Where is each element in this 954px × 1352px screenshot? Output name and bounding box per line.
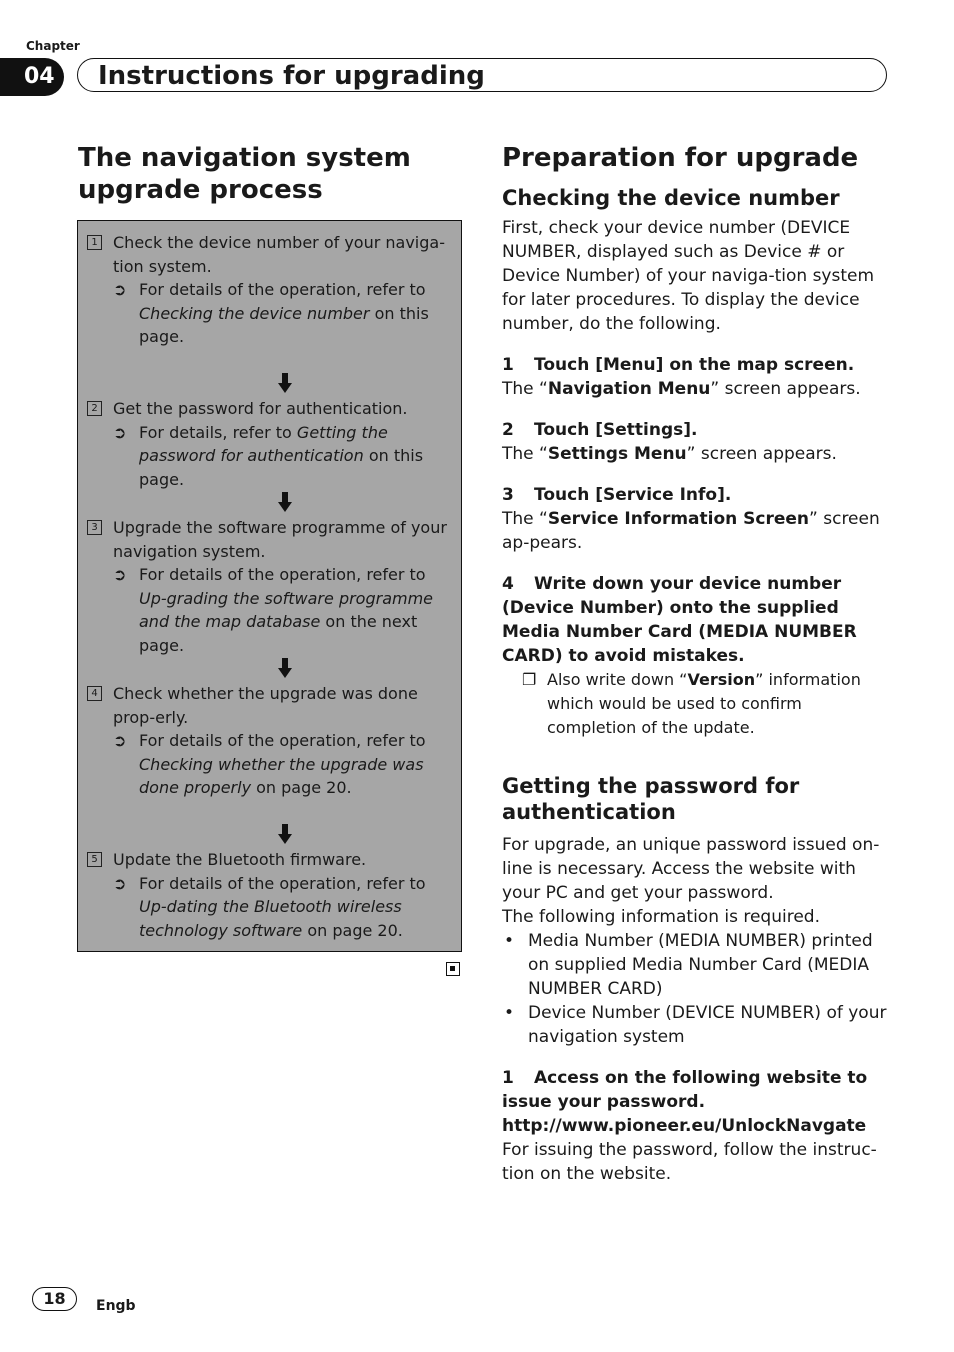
reference-arrow-icon: ➲ — [113, 873, 127, 893]
reference-link: Up-dating the Bluetooth wireless technology software — [139, 897, 402, 940]
step-number: 2 — [87, 401, 102, 416]
section-getting-password: Getting the password for authentication — [502, 774, 800, 824]
chapter-number: 04 — [0, 58, 64, 96]
section2-required: The following information is required. — [502, 907, 820, 927]
right-heading: Preparation for upgrade — [502, 143, 859, 173]
step-number: 5 — [87, 852, 102, 867]
section1-body — [502, 216, 892, 740]
password-step-1-body: For issuing the password, follow the instruc-tion on the website. — [502, 1140, 877, 1184]
language-code: Engb — [96, 1298, 136, 1314]
step-reference: ➲ For details of the operation, refer to Up-grading the software programme and the map database on the next page. — [113, 565, 434, 655]
reference-link: Checking whether the upgrade was done properly — [139, 754, 424, 797]
flow-step-5 — [87, 848, 453, 942]
flow-arrow-down-icon — [278, 824, 292, 844]
left-heading: The navigation system upgrade process — [78, 143, 411, 205]
device-step-2-head: 2 Touch [Settings]. — [502, 420, 698, 440]
upgrade-process-flow — [77, 220, 462, 952]
device-step-3-body: The “Service Information Screen” screen ap-pears. — [502, 509, 880, 553]
bullet-icon: • — [504, 931, 515, 951]
step-reference: ➲ For details of the operation, refer to Checking whether the upgrade was done properly on page 20. — [113, 731, 426, 797]
device-step-1-body: The “Navigation Menu” screen appears. — [502, 379, 861, 399]
step-text: Update the Bluetooth firmware. — [113, 850, 367, 869]
flow-step-1 — [87, 231, 453, 349]
password-step-1-head: 1 Access on the following website to issue your password. — [502, 1068, 868, 1112]
end-of-section-icon — [446, 962, 460, 976]
flow-arrow-down-icon — [278, 492, 292, 512]
step-reference: ➲ For details of the operation, refer to Up-dating the Bluetooth wireless technology software on page 20. — [113, 873, 426, 940]
step-text: Upgrade the software programme of your navigation system. — [113, 518, 447, 561]
section2-body — [502, 833, 892, 1186]
step-text: Get the password for authentication. — [113, 399, 408, 418]
section2-intro: For upgrade, an unique password issued on-line is necessary. Access the website with your PC and get your password. — [502, 835, 880, 903]
device-step-2-body: The “Settings Menu” screen appears. — [502, 444, 837, 464]
reference-arrow-icon: ➲ — [113, 280, 127, 299]
flow-arrow-down-icon — [278, 373, 292, 393]
step-reference: ➲ For details, refer to Getting the password for authentication on this page. — [113, 422, 424, 489]
page-number: 18 — [32, 1287, 77, 1311]
chapter-title: Instructions for upgrading — [98, 61, 485, 91]
reference-link: Getting the password for authentication — [139, 422, 388, 465]
flow-step-3 — [87, 516, 453, 657]
section1-intro: First, check your device number (DEVICE NUMBER, displayed such as Device # or Device Number) of your naviga-tion system for later procedures. To display the device number, do the following. — [502, 218, 875, 334]
reference-arrow-icon: ➲ — [113, 565, 127, 584]
version-note: ❐ Also write down “Version” information which would be used to confirm completion of the update. — [522, 670, 861, 737]
device-step-4-head: 4 Write down your device number (Device Number) onto the supplied Media Number Card (MEDIA NUMBER CARD) to avoid mistakes. — [502, 574, 857, 666]
step-text: Check the device number of your naviga-tion system. — [113, 233, 445, 276]
flow-arrow-down-icon — [278, 658, 292, 678]
reference-arrow-icon: ➲ — [113, 731, 127, 750]
device-step-1-head: 1 Touch [Menu] on the map screen. — [502, 355, 855, 375]
step-number: 1 — [87, 235, 102, 250]
step-reference: ➲ For details of the operation, refer to Checking the device number on this page. — [113, 280, 429, 346]
bullet-icon: • — [504, 1003, 515, 1023]
password-website-url[interactable]: http://www.pioneer.eu/UnlockNavgate — [502, 1116, 867, 1136]
step-number: 4 — [87, 686, 102, 701]
reference-link: Checking the device number — [139, 303, 370, 323]
list-item: • Media Number (MEDIA NUMBER) printed on supplied Media Number Card (MEDIA NUMBER CARD) — [504, 931, 873, 999]
reference-arrow-icon: ➲ — [113, 422, 127, 442]
flow-step-4 — [87, 682, 453, 800]
list-item: • Device Number (DEVICE NUMBER) of your navigation system — [504, 1003, 887, 1047]
reference-link: Up-grading the software programme and the map database — [139, 588, 434, 631]
section-checking-device-number: Checking the device number — [502, 186, 840, 210]
flow-step-2 — [87, 397, 453, 491]
chapter-label: Chapter — [26, 39, 80, 53]
step-text: Check whether the upgrade was done prop-erly. — [113, 684, 418, 727]
step-number: 3 — [87, 520, 102, 535]
device-step-3-head: 3 Touch [Service Info]. — [502, 485, 732, 505]
checkbox-note-icon: ❐ — [522, 670, 537, 689]
